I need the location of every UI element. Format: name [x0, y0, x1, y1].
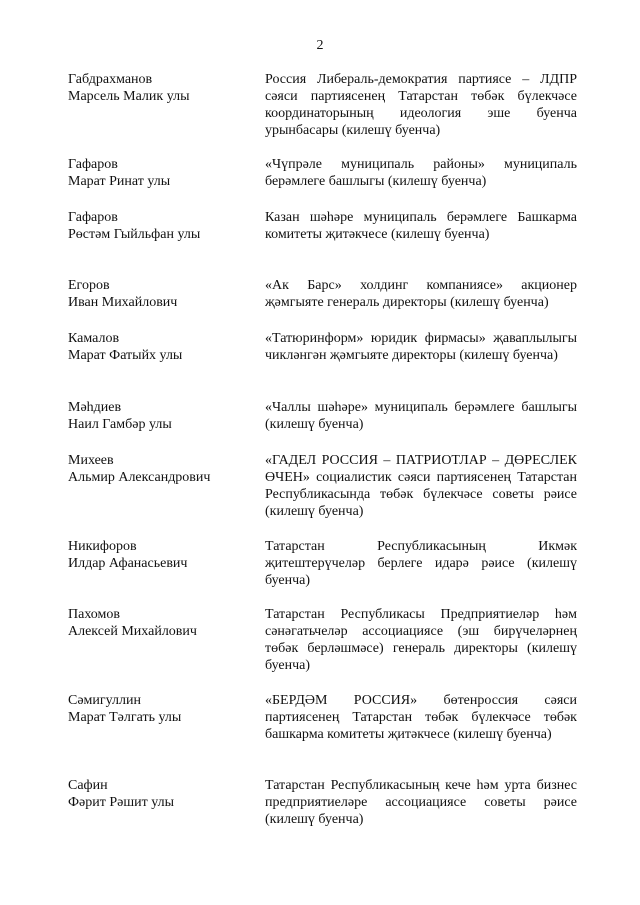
member-name	[68, 209, 248, 243]
member-surname: Мәһдиев	[68, 400, 122, 415]
member-given-name: Иван Михайлович	[68, 295, 178, 310]
member-surname: Никифоров	[68, 539, 137, 554]
member-name	[68, 538, 248, 572]
member-given-name: Илдар Афанасьевич	[68, 556, 188, 571]
member-position: «Чүпрәле муниципаль районы» муниципаль берәмлеге башлыгы (килешү буенча)	[265, 157, 577, 189]
member-surname: Габдрахманов	[68, 72, 153, 87]
member-surname: Пахомов	[68, 607, 120, 622]
member-surname: Егоров	[68, 278, 110, 293]
member-surname: Михеев	[68, 453, 114, 468]
member-position: Татарстан Республикасы Предприятиеләр һәм сәнәгатьчеләр ассоциациясе (эш бирүчеләрнең төбәк берләшмәсе) генераль директоры (килешү буенча)	[265, 607, 577, 673]
member-position: «БЕРДӘМ РОССИЯ» бөтенроссия сәяси партиясенең Татарстан төбәк бүлекчәсе төбәк башкарма комитеты җитәкчесе (килешү буенча)	[265, 693, 577, 742]
member-name	[68, 156, 248, 190]
page-number: 2	[316, 38, 324, 53]
member-surname: Гафаров	[68, 210, 118, 225]
member-position: «Ак Барс» холдинг компаниясе» акционер җәмгыяте генераль директоры (килешү буенча)	[265, 278, 577, 310]
member-position: Татарстан Республикасының кече һәм урта бизнес предприятиеләре ассоциациясе советы рәисе (килешү буенча)	[265, 778, 577, 827]
member-name	[68, 692, 248, 726]
member-given-name: Марсель Малик улы	[68, 89, 190, 104]
member-given-name: Марат Фатыйх улы	[68, 348, 183, 363]
member-name	[68, 399, 248, 433]
member-position: Россия Либераль-демократия партиясе – ЛДПР сәяси партиясенең Татарстан төбәк бүлекчәсе координаторының идеология эше буенча урынбасары (килешү буенча)	[265, 72, 577, 138]
member-given-name: Альмир Александрович	[68, 470, 211, 485]
member-surname: Камалов	[68, 331, 120, 346]
member-name	[68, 330, 248, 364]
member-given-name: Рөстәм Гыйльфан улы	[68, 227, 201, 242]
member-name	[68, 777, 248, 811]
member-given-name: Алексей Михайлович	[68, 624, 197, 639]
member-position: «Татюринформ» юридик фирмасы» җаваплылыгы чикләнгән җәмгыяте директоры (килешү буенча)	[265, 331, 577, 363]
member-name	[68, 452, 248, 486]
member-name	[68, 71, 248, 105]
member-position: «Чаллы шәһәре» муниципаль берәмлеге башлыгы (килешү буенча)	[265, 400, 577, 432]
member-given-name: Марат Ринат улы	[68, 174, 171, 189]
member-surname: Сафин	[68, 778, 108, 793]
member-surname: Сәмигуллин	[68, 693, 141, 708]
member-given-name: Марат Тәлгать улы	[68, 710, 182, 725]
member-position: «ГАДЕЛ РОССИЯ – ПАТРИОТЛАР – ДӨРЕСЛЕК ӨЧЕН» социалистик сәяси партиясенең Татарстан Республикасында төбәк бүлекчәсе советы рәисе (килешү буенча)	[265, 453, 577, 519]
member-surname: Гафаров	[68, 157, 118, 172]
member-position: Казан шәһәре муниципаль берәмлеге Башкарма комитеты җитәкчесе (килешү буенча)	[265, 210, 577, 242]
member-position: Татарстан Республикасының Икмәк җитештерүчеләр берлеге идарә рәисе (килешү буенча)	[265, 539, 577, 588]
member-name	[68, 277, 248, 311]
member-given-name: Наил Гамбәр улы	[68, 417, 172, 432]
member-name	[68, 606, 248, 640]
member-given-name: Фәрит Рәшит улы	[68, 795, 175, 810]
